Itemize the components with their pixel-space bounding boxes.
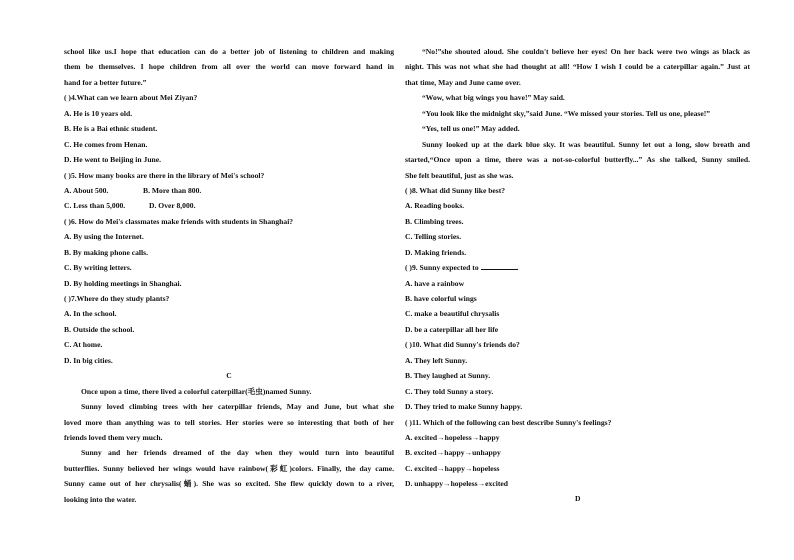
q7-option-a: A. In the school. xyxy=(64,309,117,319)
q5-option-c: C. Less than 5,000. xyxy=(64,201,126,211)
story-line: night. This was not what she had thought at all! “How I wish I could be a caterpillar again.” Just at xyxy=(405,62,750,72)
q10-option-d: D. They tried to make Sunny happy. xyxy=(405,402,523,412)
story-line: Sunny came out of her chrysalis(蛹). She was so excited. She flew quickly down to a river, xyxy=(64,479,394,489)
q9-option-b: B. have colorful wings xyxy=(405,294,477,303)
story-line: butterflies. Sunny believed her wings would have rainbow(彩虹)colors. Finally, the day came. xyxy=(64,463,394,473)
q11-option-b: B. excited→happy→unhappy xyxy=(405,448,501,458)
question-6-stem: ( )6. How do Mei's classmates make friends with students in Shanghai? xyxy=(64,216,294,226)
story-line: Sunny loved climbing trees with her caterpillar friends, May and June, but what she xyxy=(81,402,394,412)
q11-option-a: A. excited→hopeless→happy xyxy=(405,432,500,442)
q7-option-d: D. In big cities. xyxy=(64,355,113,365)
passage-line: school like us.I hope that education can do a better job of listening to children and making xyxy=(64,47,394,56)
passage-line: hand for a better future.” xyxy=(64,77,147,87)
story-line: Sunny looked up at the dark blue sky. It was beautiful. Sunny let out a long, slow breath and xyxy=(422,139,750,149)
q11-option-c: C. excited→happy→hopeless xyxy=(405,463,500,473)
q9-option-a: A. have a rainbow xyxy=(405,278,465,288)
story-line: that time, May and June came over. xyxy=(405,77,521,87)
q4-option-a: A. He is 10 years old. xyxy=(64,108,133,118)
section-d-title: D xyxy=(575,494,581,503)
q6-option-a: A. By using the Internet. xyxy=(64,232,144,242)
q6-option-c: C. By writing letters. xyxy=(64,263,132,273)
question-8-stem: ( )8. What did Sunny like best? xyxy=(405,185,506,195)
story-line: She felt beautiful, just as she was. xyxy=(405,170,514,180)
q8-option-a: A. Reading books. xyxy=(405,201,465,211)
q6-option-d: D. By holding meetings in Shanghai. xyxy=(64,278,182,288)
story-line: friends loved them very much. xyxy=(64,432,163,442)
story-line: “Wow, what big wings you have!” May said. xyxy=(422,93,565,103)
story-line: “You look like the midnight sky,”said June. “We missed your stories. Tell us one, please!” xyxy=(422,108,711,118)
q5-options-row-1 xyxy=(64,183,394,198)
q8-option-c: C. Telling stories. xyxy=(405,232,462,242)
passage-line: them be themselves. I hope children from all over the world can move forward hand in xyxy=(64,62,394,72)
q5-option-b: B. More than 800. xyxy=(143,185,202,195)
q5-option-d: D. Over 8,000. xyxy=(149,201,196,211)
q10-option-c: C. They told Sunny a story. xyxy=(405,386,494,396)
q10-option-a: A. They left Sunny. xyxy=(405,355,468,365)
answer-blank xyxy=(481,262,519,273)
q9-option-d: D. be a caterpillar all her life xyxy=(405,324,499,334)
q4-option-d: D. He went to Beijing in June. xyxy=(64,155,162,165)
story-line: Once upon a time, there lived a colorful caterpillar(毛虫)named Sunny. xyxy=(81,386,312,396)
left-column xyxy=(64,44,394,507)
q11-option-d: D. unhappy→hopeless→excited xyxy=(405,479,508,489)
question-4-stem: ( )4.What can we learn about Mei Ziyan? xyxy=(64,93,198,103)
story-line: loved more than anything was to tell stories. Her stories were so interesting that both of her xyxy=(64,417,394,427)
question-9-stem xyxy=(405,260,750,275)
q4-option-b: B. He is a Bai ethnic student. xyxy=(64,124,158,134)
q7-option-b: B. Outside the school. xyxy=(64,324,135,334)
q4-option-c: C. He comes from Henan. xyxy=(64,139,148,149)
q8-option-d: D. Making friends. xyxy=(405,247,467,257)
q10-option-b: B. They laughed at Sunny. xyxy=(405,371,491,381)
question-10-stem: ( )10. What did Sunny's friends do? xyxy=(405,340,520,350)
q5-options-row-2 xyxy=(64,198,394,213)
q9-option-c: C. make a beautiful chrysalis xyxy=(405,309,500,319)
story-line: “Yes, tell us one!” May added. xyxy=(422,124,520,134)
story-line: Sunny and her friends dreamed of the day when they would turn into beautiful xyxy=(81,448,394,458)
q7-option-c: C. At home. xyxy=(64,340,103,350)
right-column xyxy=(405,44,750,492)
story-line: started,“Once upon a time, there was a not-so-colorful butterfly...” As she talked, Sunny smiled. xyxy=(405,155,750,165)
question-7-stem: ( )7.Where do they study plants? xyxy=(64,294,170,303)
q8-option-b: B. Climbing trees. xyxy=(405,216,464,226)
q6-option-b: B. By making phone calls. xyxy=(64,247,148,257)
story-line: “No!”she shouted aloud. She couldn't believe her eyes! On her back were two wings as black as xyxy=(422,47,750,56)
question-5-stem: ( )5. How many books are there in the library of Mei's school? xyxy=(64,170,265,180)
story-line: looking into the water. xyxy=(64,494,137,504)
question-11-stem: ( )11. Which of the following can best describe Sunny's feelings? xyxy=(405,417,612,427)
q9-stem-text: ( )9. Sunny expected to xyxy=(405,263,479,273)
q9-stem-end: . xyxy=(516,263,519,273)
q5-option-a: A. About 500. xyxy=(64,185,109,195)
section-c-title: C xyxy=(226,371,232,381)
